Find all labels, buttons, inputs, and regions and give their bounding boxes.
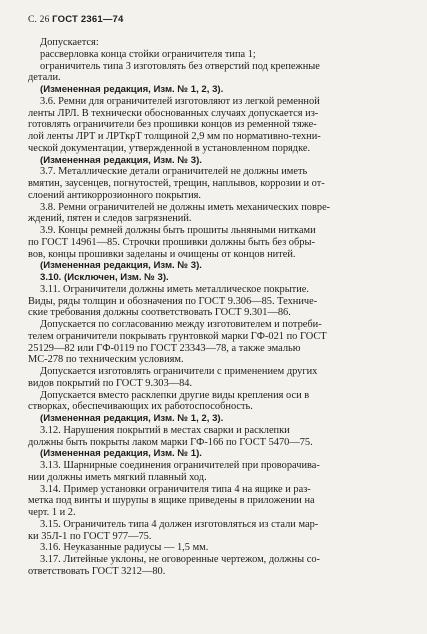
text-line: 3.6. Ремни для ограничителей изготовляют из легкой ременной — [40, 95, 320, 107]
text-line: ждений, пятен и следов загрязнений. — [28, 213, 192, 225]
text-line: 3.7. Металлические детали ограничителей не должны иметь — [40, 166, 308, 178]
text-line: Допускается изготовлять ограничители с применением других — [40, 366, 318, 377]
text-line: телем ограничители покрывать грунтовкой марки ГФ-021 по ГОСТ — [28, 330, 327, 342]
text-line: 25129—82 или ГФ-0119 по ГОСТ 23343—78, а также эмалью — [28, 342, 301, 354]
amendment-note: (Измененная редакция, Изм. № 1, 2, 3). — [40, 413, 224, 424]
amendment-note: (Измененная редакция, Изм. № 3). — [40, 260, 202, 272]
text-line: 3.9. Концы ремней должны быть прошиты льняными нитками — [40, 225, 316, 236]
text-line: ответствовать ГОСТ 3212—80. — [28, 565, 166, 577]
text-line: 3.11. Ограничители должны иметь металлическое покрытие. — [40, 283, 309, 295]
text-line: Допускается: — [40, 37, 99, 48]
amendment-note: (Измененная редакция, Изм. № 3). — [40, 154, 202, 166]
text-line: ские требования должны соответствовать ГОСТ 9.301—86. — [28, 307, 291, 319]
text-line: Допускается вместо расклепки другие виды крепления оси в — [40, 389, 310, 401]
page-number: С. 26 — [28, 15, 50, 25]
text-line: 3.14. Пример установки ограничителя типа 4 на ящике и раз- — [40, 483, 311, 495]
amendment-note: (Измененная редакция, Изм. № 1). — [40, 448, 202, 460]
text-line: 3.12. Нарушения покрытий в местах сварки и расклепки — [40, 424, 290, 436]
text-line: видов покрытий по ГОСТ 9.303—84. — [28, 377, 193, 389]
text-line: Виды, ряды толщин и обозначения по ГОСТ 9.306—85. Техниче- — [28, 295, 318, 307]
text-line: слоений антикоррозионного покрытия. — [28, 189, 202, 201]
text-line: створках, обеспечивающих их работоспособность. — [28, 401, 253, 413]
text-line: нии должны иметь мягкий плавный ход. — [28, 471, 207, 483]
standard-number: ГОСТ 2361—74 — [52, 14, 124, 25]
text-line: 3.16. Неуказанные радиусы — 1,5 мм. — [40, 542, 209, 554]
amendment-note: 3.10. (Исключен, Изм. № 3). — [40, 272, 169, 283]
text-line: 3.13. Шарнирные соединения ограничителей при проворачива- — [40, 460, 320, 471]
text-line: по ГОСТ 14961—85. Строчки прошивки должны быть без обры- — [28, 236, 315, 248]
text-line: Допускается по согласованию между изготовителем и потреби- — [40, 319, 322, 330]
text-line: ленты ЛРЛ. В технически обоснованных случаях допускается из- — [28, 107, 319, 119]
text-line: ограничитель типа 3 изготовлять без отверстий под крепежные — [40, 60, 320, 72]
text-line: готовлять ограничители без прошивки концов из ременной тяже- — [28, 119, 317, 131]
amendment-note: (Измененная редакция, Изм. № 1, 2, 3). — [40, 84, 224, 95]
text-line: 3.8. Ремни ограничителей не должны иметь механических повре- — [40, 201, 331, 213]
page-header — [28, 14, 124, 25]
text-line: ческой документации, утвержденной в установленном порядке. — [28, 142, 311, 154]
text-line: рассверловка конца стойки ограничителя типа 1; — [40, 48, 256, 60]
body-text — [28, 37, 405, 578]
text-line: должны быть покрыты лаком марки ГФ-166 по ГОСТ 5470—75. — [28, 436, 313, 448]
text-line: 3.17. Литейные уклоны, не оговоренные чертежом, должны со- — [40, 554, 320, 565]
text-line: 3.15. Ограничитель типа 4 должен изготовляться из стали мар- — [40, 518, 319, 530]
text-line: МС-278 по техническим условиям. — [28, 354, 184, 366]
text-line: метка под винты и шурупы в ящике приведены в приложении на — [28, 495, 315, 507]
text-line: вмятин, заусенцев, погнутостей, трещин, наплывов, коррозии и от- — [28, 178, 325, 189]
text-line: ки 35Л-1 по ГОСТ 977—75. — [28, 530, 152, 542]
text-line: черт. 1 и 2. — [28, 507, 76, 518]
text-line: вов, концы прошивки заделаны и очищены от концов нитей. — [28, 248, 296, 260]
text-line: детали. — [28, 72, 61, 84]
text-line: лой ленты ЛРТ и ЛРТкрТ толщиной 2,9 мм по нормативно-техни- — [28, 131, 321, 142]
